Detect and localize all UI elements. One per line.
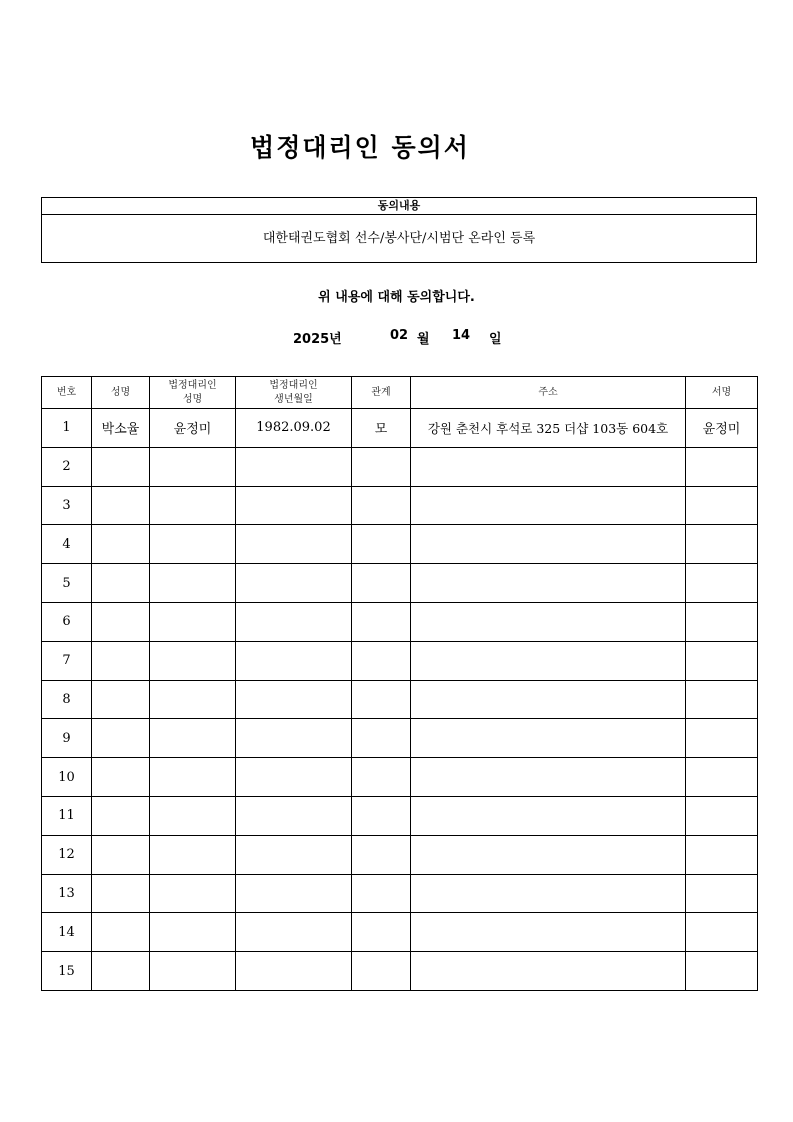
cell-number: 4: [42, 525, 92, 564]
table-row: [42, 835, 758, 874]
cell-relation: [352, 874, 411, 913]
table-row: [42, 409, 758, 448]
cell-number: 6: [42, 602, 92, 641]
cell-guardian-name: [150, 525, 236, 564]
consent-header: 동의내용: [42, 198, 756, 215]
table-body: [42, 409, 758, 991]
cell-name: [92, 796, 150, 835]
document-title: 법정대리인 동의서: [250, 133, 470, 162]
cell-guardian-birth: [236, 447, 352, 486]
cell-address: [411, 564, 686, 603]
cell-relation: [352, 835, 411, 874]
cell-name: [92, 952, 150, 991]
table-header-row: [42, 377, 758, 409]
cell-guardian-birth: [236, 758, 352, 797]
cell-number: 2: [42, 447, 92, 486]
cell-number: 15: [42, 952, 92, 991]
cell-signature: [686, 680, 758, 719]
cell-guardian-name: [150, 913, 236, 952]
cell-number: 1: [42, 409, 92, 448]
cell-signature: [686, 719, 758, 758]
date-month-value: 02: [390, 328, 409, 343]
cell-guardian-name: [150, 874, 236, 913]
cell-signature: [686, 525, 758, 564]
cell-number: 11: [42, 796, 92, 835]
cell-name: [92, 486, 150, 525]
cell-relation: 모: [352, 409, 411, 448]
cell-number: 9: [42, 719, 92, 758]
cell-guardian-birth: [236, 874, 352, 913]
cell-number: 10: [42, 758, 92, 797]
cell-number: 3: [42, 486, 92, 525]
table-row: [42, 913, 758, 952]
cell-signature: [686, 641, 758, 680]
cell-guardian-name: [150, 719, 236, 758]
cell-name: [92, 835, 150, 874]
table-row: [42, 952, 758, 991]
cell-guardian-name: [150, 564, 236, 603]
cell-guardian-birth: [236, 486, 352, 525]
cell-number: 8: [42, 680, 92, 719]
cell-guardian-birth: [236, 835, 352, 874]
header-signature: 서명: [686, 377, 758, 409]
cell-relation: [352, 952, 411, 991]
header-guardian-name-line1: 법정대리인: [168, 379, 217, 391]
cell-signature: [686, 564, 758, 603]
cell-guardian-birth: [236, 525, 352, 564]
cell-number: 12: [42, 835, 92, 874]
cell-guardian-birth: [236, 602, 352, 641]
cell-relation: [352, 564, 411, 603]
cell-relation: [352, 447, 411, 486]
cell-address: [411, 447, 686, 486]
consent-box: [41, 197, 757, 263]
date-year: 2025년: [293, 332, 342, 347]
cell-guardian-birth: [236, 564, 352, 603]
cell-guardian-birth: 1982.09.02: [236, 409, 352, 448]
table-row: [42, 719, 758, 758]
cell-address: [411, 796, 686, 835]
cell-name: [92, 874, 150, 913]
cell-guardian-name: [150, 486, 236, 525]
cell-guardian-birth: [236, 913, 352, 952]
cell-signature: [686, 758, 758, 797]
cell-guardian-name: [150, 796, 236, 835]
cell-guardian-name: 윤정미: [150, 409, 236, 448]
cell-name: [92, 680, 150, 719]
cell-signature: [686, 874, 758, 913]
cell-address: [411, 486, 686, 525]
cell-guardian-birth: [236, 796, 352, 835]
cell-address: [411, 835, 686, 874]
cell-guardian-birth: [236, 952, 352, 991]
cell-name: [92, 758, 150, 797]
cell-address: [411, 525, 686, 564]
cell-signature: [686, 447, 758, 486]
cell-name: [92, 719, 150, 758]
table-row: [42, 874, 758, 913]
cell-signature: [686, 835, 758, 874]
cell-relation: [352, 913, 411, 952]
header-guardian-birth-line1: 법정대리인: [269, 379, 318, 391]
cell-signature: [686, 486, 758, 525]
cell-relation: [352, 719, 411, 758]
header-number: 번호: [42, 377, 92, 409]
header-guardian-name-line2: 성명: [182, 393, 203, 405]
header-guardian-name: [150, 377, 236, 409]
cell-relation: [352, 602, 411, 641]
cell-number: 7: [42, 641, 92, 680]
cell-address: [411, 602, 686, 641]
cell-guardian-name: [150, 602, 236, 641]
cell-address: 강원 춘천시 후석로 325 더샵 103동 604호: [411, 409, 686, 448]
cell-address: [411, 913, 686, 952]
table-row: [42, 486, 758, 525]
cell-guardian-birth: [236, 680, 352, 719]
cell-address: [411, 874, 686, 913]
cell-address: [411, 641, 686, 680]
cell-guardian-name: [150, 758, 236, 797]
cell-guardian-name: [150, 835, 236, 874]
cell-signature: [686, 796, 758, 835]
cell-name: [92, 447, 150, 486]
cell-name: [92, 641, 150, 680]
cell-number: 13: [42, 874, 92, 913]
table-row: [42, 602, 758, 641]
agreement-statement: 위 내용에 대해 동의합니다.: [318, 290, 475, 305]
cell-guardian-birth: [236, 641, 352, 680]
cell-address: [411, 758, 686, 797]
cell-name: [92, 602, 150, 641]
cell-number: 14: [42, 913, 92, 952]
table-row: [42, 758, 758, 797]
cell-relation: [352, 641, 411, 680]
cell-relation: [352, 680, 411, 719]
header-relation: 관계: [352, 377, 411, 409]
cell-address: [411, 680, 686, 719]
table-row: [42, 564, 758, 603]
table-row: [42, 796, 758, 835]
cell-guardian-name: [150, 447, 236, 486]
cell-number: 5: [42, 564, 92, 603]
cell-relation: [352, 525, 411, 564]
cell-name: 박소율: [92, 409, 150, 448]
cell-guardian-name: [150, 641, 236, 680]
header-name: 성명: [92, 377, 150, 409]
cell-signature: [686, 952, 758, 991]
cell-address: [411, 719, 686, 758]
cell-signature: [686, 602, 758, 641]
cell-signature: 윤정미: [686, 409, 758, 448]
header-guardian-birth: [236, 377, 352, 409]
date-day-value: 14: [452, 328, 471, 343]
table-row: [42, 680, 758, 719]
consent-body: 대한태권도협회 선수/봉사단/시범단 온라인 등록: [262, 231, 536, 246]
header-address: 주소: [411, 377, 686, 409]
cell-guardian-name: [150, 680, 236, 719]
cell-name: [92, 525, 150, 564]
table-row: [42, 641, 758, 680]
cell-name: [92, 564, 150, 603]
table-row: [42, 447, 758, 486]
cell-guardian-birth: [236, 719, 352, 758]
cell-name: [92, 913, 150, 952]
cell-relation: [352, 796, 411, 835]
cell-relation: [352, 758, 411, 797]
date-month-unit: 월: [417, 332, 430, 347]
date-day-unit: 일: [489, 332, 502, 347]
cell-relation: [352, 486, 411, 525]
cell-signature: [686, 913, 758, 952]
cell-guardian-name: [150, 952, 236, 991]
table-row: [42, 525, 758, 564]
cell-address: [411, 952, 686, 991]
guardian-roster-table: [41, 376, 758, 991]
header-guardian-birth-line2: 생년월일: [274, 393, 313, 405]
